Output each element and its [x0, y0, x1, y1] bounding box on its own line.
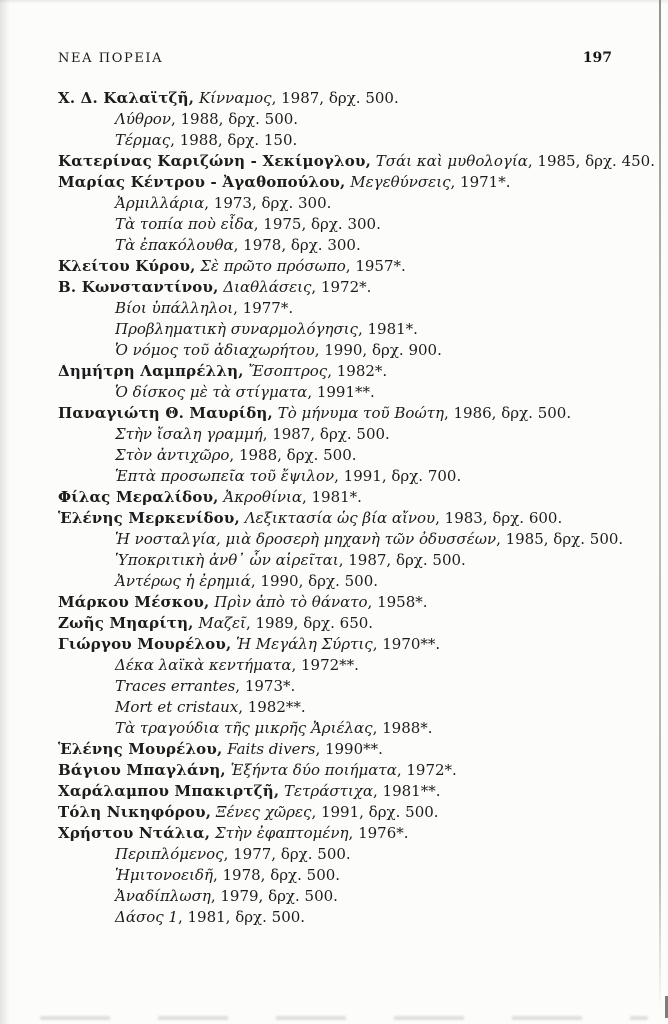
bibliography-entry: [58, 256, 644, 277]
bibliography-entry: [58, 172, 644, 193]
entry-meta: , 1987, δρχ. 500.: [338, 551, 466, 569]
entry-title: Traces errantes: [115, 677, 236, 695]
running-head: [58, 50, 612, 66]
bibliography-entry: [58, 130, 644, 151]
entry-title: Περιπλόμενος: [115, 845, 224, 863]
bibliography-entry: [58, 361, 644, 382]
entry-title: Mort et cristaux: [115, 698, 239, 716]
entry-title: Faits divers: [227, 740, 316, 758]
entry-author: Γιώργου Μουρέλου,: [58, 635, 232, 653]
bibliography-entry: [58, 508, 644, 529]
entry-meta: , 1991, δρχ. 500.: [311, 803, 439, 821]
entry-title: Ἡ νοσταλγία, μιὰ δροσερὴ μηχανὴ τῶν ὀδυσσέων: [115, 530, 497, 548]
entry-title: Διαθλάσεις: [223, 278, 312, 296]
entry-meta: , 1985, δρχ. 450.: [527, 152, 655, 170]
entry-meta: , 1982*.: [327, 362, 388, 380]
entry-title: Δάσος 1: [115, 908, 178, 926]
entry-title: Τέρμας: [115, 131, 171, 149]
entry-author: Ἑλένης Μερκενίδου,: [58, 509, 240, 527]
bibliography-entry: [58, 571, 644, 592]
entry-title: Ἀκροθίνια: [223, 488, 302, 506]
bibliography-entry: [58, 403, 644, 424]
entry-title: Τσάι καὶ μυθολογία: [375, 152, 528, 170]
entry-meta: , 1990, δρχ. 900.: [314, 341, 442, 359]
bibliography-entry: [58, 781, 644, 802]
entry-title: Τὰ τοπία ποὺ εἶδα: [115, 215, 254, 233]
entry-title: Ἀρμιλλάρια: [115, 194, 205, 212]
entry-meta: , 1988*.: [372, 719, 433, 737]
entry-title: Στὸν ἀντιχῶρο: [115, 446, 230, 464]
entry-meta: , 1957*.: [345, 257, 406, 275]
entry-meta: , 1973, δρχ. 300.: [204, 194, 332, 212]
entry-meta: , 1987, δρχ. 500.: [262, 425, 390, 443]
bibliography-entry: [58, 445, 644, 466]
entry-meta: , 1972*.: [396, 761, 457, 779]
entry-meta: , 1981, δρχ. 500.: [177, 908, 306, 926]
entry-title: Τὰ τραγούδια τῆς μικρῆς Ἀριέλας: [115, 719, 373, 737]
page-number: 197: [582, 50, 612, 66]
entry-author: Β. Κωνσταντίνου,: [58, 278, 219, 296]
bibliography-list: [58, 88, 655, 928]
entry-author: Φίλας Μεραλίδου,: [58, 488, 219, 506]
entry-title: Ἑξήντα δύο ποιήματα: [230, 761, 397, 779]
entry-author: Μάρκου Μέσκου,: [58, 593, 210, 611]
scan-left-shadow: [0, 0, 10, 1024]
entry-title: Λεξικτασία ὡς βία αἴνου: [244, 509, 436, 527]
journal-title: ΝΕΑ ΠΟΡΕΙΑ: [58, 51, 164, 66]
bibliography-entry: [58, 655, 644, 676]
entry-meta: , 1978, δρχ. 500.: [212, 866, 341, 884]
entry-title: Στὴν ἐφαπτομένη: [214, 824, 349, 842]
entry-author: Κλείτου Κύρου,: [58, 257, 196, 275]
entry-title: Ἡ Μεγάλη Σύρτις: [236, 635, 373, 653]
scan-bottom-smudge: [40, 1016, 648, 1020]
entry-title: Ὑποκριτικὴ ἀνθ᾽ ὧν αἱρεῖται: [115, 551, 339, 569]
entry-title: Βίοι ὑπάλληλοι: [115, 299, 234, 317]
entry-author: Μαρίας Κέντρου - Ἀγαθοπούλου,: [58, 173, 346, 191]
entry-meta: , 1991, δρχ. 700.: [334, 467, 462, 485]
entry-author: Χρήστου Ντάλια,: [58, 824, 211, 842]
entry-author: Ζωῆς Μηαρίτη,: [58, 614, 194, 632]
bibliography-entry: [58, 382, 644, 403]
bibliography-entry: [58, 193, 644, 214]
entry-meta: , 1987, δρχ. 500.: [271, 89, 399, 107]
bibliography-entry: [58, 676, 644, 697]
bibliography-entry: [58, 214, 644, 235]
entry-meta: , 1978, δρχ. 300.: [233, 236, 361, 254]
bibliography-entry: [58, 88, 644, 109]
entry-title: Λύθρον: [115, 110, 171, 128]
entry-meta: , 1986, δρχ. 500.: [443, 404, 572, 422]
entry-title: Τετράστιχα: [284, 782, 373, 800]
entry-meta: , 1991**.: [307, 383, 375, 401]
bibliography-entry: [58, 109, 644, 130]
bibliography-entry: [58, 865, 644, 886]
bibliography-entry: [58, 760, 644, 781]
bibliography-entry: [58, 235, 644, 256]
bibliography-entry: [58, 823, 644, 844]
entry-meta: , 1970**.: [372, 635, 441, 653]
bibliography-entry: [58, 802, 644, 823]
entry-author: Χ. Δ. Καλαϊτζῆ,: [58, 89, 195, 107]
bibliography-entry: [58, 718, 644, 739]
bibliography-entry: [58, 529, 644, 550]
entry-author: Τόλη Νικηφόρου,: [58, 803, 212, 821]
entry-title: Ξένες χῶρες: [215, 803, 312, 821]
entry-title: Δέκα λαϊκὰ κεντήματα: [115, 656, 292, 674]
entry-meta: , 1976*.: [348, 824, 409, 842]
entry-meta: , 1975, δρχ. 300.: [253, 215, 381, 233]
bibliography-entry: [58, 466, 644, 487]
bibliography-entry: [58, 424, 644, 445]
entry-title: Τὰ ἐπακόλουθα: [115, 236, 234, 254]
bibliography-entry: [58, 319, 644, 340]
bibliography-entry: [58, 592, 644, 613]
entry-meta: , 1971*.: [450, 173, 511, 191]
entry-meta: , 1988, δρχ. 500.: [170, 110, 299, 128]
entry-title: Στὴν ἴσαλη γραμμή: [115, 425, 263, 443]
entry-meta: , 1989, δρχ. 650.: [245, 614, 374, 632]
entry-title: Ὁ νόμος τοῦ ἀδιαχωρήτου: [115, 341, 315, 359]
entry-meta: , 1972*.: [311, 278, 372, 296]
entry-title: Ἀντέρως ἡ ἐρημιά: [115, 572, 251, 590]
bibliography-entry: [58, 487, 644, 508]
entry-meta: , 1981*.: [357, 320, 418, 338]
entry-author: Δημήτρη Λαμπρέλλη,: [58, 362, 244, 380]
entry-meta: , 1983, δρχ. 600.: [435, 509, 563, 527]
bibliography-entry: [58, 739, 644, 760]
entry-title: Πρὶν ἀπὸ τὸ θάνατο: [214, 593, 368, 611]
entry-meta: , 1973*.: [235, 677, 296, 695]
bibliography-entry: [58, 634, 644, 655]
entry-author: Βάγιου Μπαγλάνη,: [58, 761, 226, 779]
entry-title: Ἑπτὰ προσωπεῖα τοῦ ἔψιλον: [115, 467, 335, 485]
bibliography-entry: [58, 697, 644, 718]
entry-meta: , 1982**.: [238, 698, 306, 716]
entry-title: Ὁ δίσκος μὲ τὰ στίγματα: [115, 383, 308, 401]
entry-meta: , 1979, δρχ. 500.: [210, 887, 338, 905]
entry-meta: , 1977*.: [233, 299, 294, 317]
bibliography-entry: [58, 151, 655, 172]
bibliography-entry: [58, 277, 644, 298]
bibliography-entry: [58, 907, 644, 928]
bibliography-entry: [58, 298, 644, 319]
entry-meta: , 1990**.: [315, 740, 383, 758]
entry-title: Προβληματικὴ συναρμολόγησις: [115, 320, 358, 338]
entry-title: Ἡμιτονοειδῆ: [115, 866, 213, 884]
entry-meta: , 1981*.: [301, 488, 362, 506]
bibliography-entry: [58, 340, 644, 361]
entry-author: Παναγιώτη Θ. Μαυρίδη,: [58, 404, 273, 422]
scan-top-shadow: [0, 0, 668, 4]
entry-author: Κατερίνας Καριζώνη - Χεκίμογλου,: [58, 152, 371, 170]
entry-meta: , 1972**.: [291, 656, 359, 674]
entry-meta: , 1988, δρχ. 500.: [229, 446, 357, 464]
entry-title: Κίνναμος: [198, 89, 272, 107]
entry-title: Ἔσοπτρος: [248, 362, 328, 380]
bibliography-entry: [58, 844, 644, 865]
entry-meta: , 1958*.: [367, 593, 428, 611]
entry-title: Μαζεῖ: [198, 614, 246, 632]
entry-meta: , 1981**.: [373, 782, 441, 800]
entry-title: Ἀναδίπλωση: [115, 887, 211, 905]
entry-title: Τὸ μήνυμα τοῦ Βοώτη: [277, 404, 444, 422]
bibliography-entry: [58, 886, 644, 907]
entry-title: Μεγεθύνσεις: [350, 173, 451, 191]
bibliography-entry: [58, 613, 644, 634]
entry-meta: , 1990, δρχ. 500.: [250, 572, 379, 590]
entry-meta: , 1985, δρχ. 500.: [496, 530, 624, 548]
entry-meta: , 1988, δρχ. 150.: [170, 131, 298, 149]
entry-author: Χαράλαμπου Μπακιρτζῆ,: [58, 782, 280, 800]
entry-title: Σὲ πρῶτο πρόσωπο: [200, 257, 346, 275]
entry-author: Ἑλένης Μουρέλου,: [58, 740, 223, 758]
entry-meta: , 1977, δρχ. 500.: [223, 845, 351, 863]
scan-edge-line: [659, 0, 661, 1010]
bibliography-entry: [58, 550, 644, 571]
